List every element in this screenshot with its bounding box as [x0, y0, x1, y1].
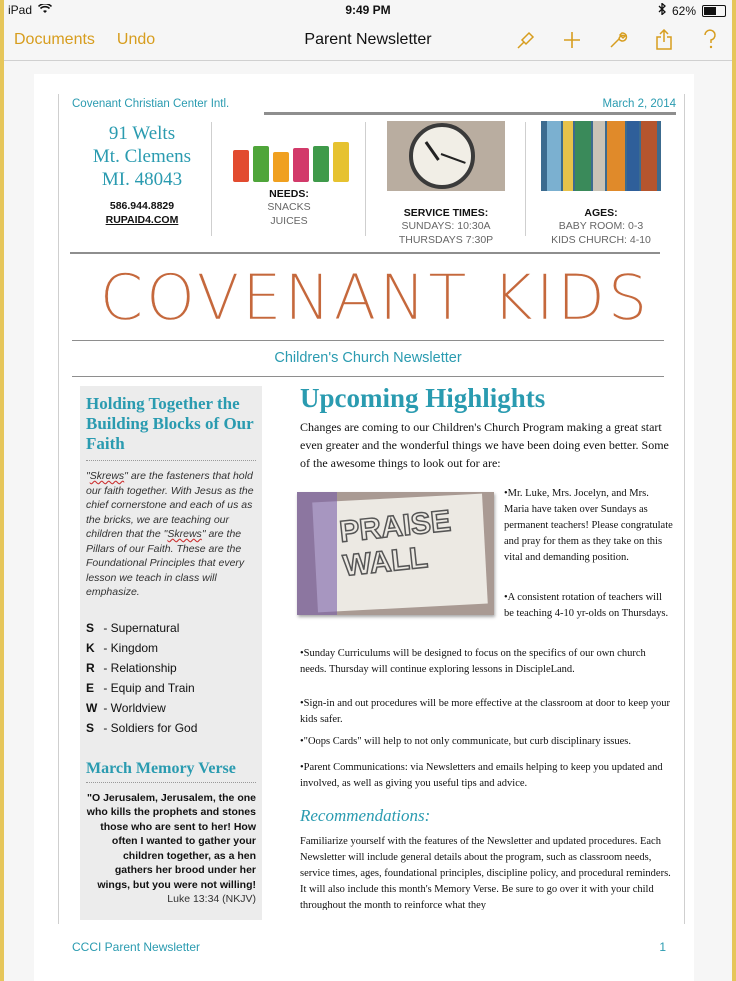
footer-title: CCCI Parent Newsletter [72, 940, 201, 954]
format-brush-icon[interactable] [514, 28, 538, 52]
misspelled-word: Skrews [167, 528, 202, 540]
acronym-item: S - Soldiers for God [86, 720, 198, 735]
acronym-item: S - Supernatural [86, 620, 180, 635]
document-page[interactable] [34, 74, 694, 981]
documents-button[interactable]: Documents [14, 31, 95, 48]
needs-column [212, 120, 366, 240]
address-line-1: 91 Welts [108, 123, 176, 144]
ages-item-1: BABY ROOM: 0-3 [558, 220, 644, 232]
masthead-bottom-rule [72, 340, 664, 341]
phone-number: 586.944.8829 [109, 200, 175, 212]
address-line-2: Mt. Clemens [92, 146, 192, 167]
needs-label: NEEDS: [269, 188, 309, 200]
memory-verse-heading: March Memory Verse [86, 760, 256, 783]
address-line-3: MI. 48043 [101, 169, 183, 190]
toolbar [4, 22, 732, 61]
page-margin-right [684, 94, 685, 924]
article-intro: Changes are coming to our Children's Church Program making a great start even greater and the wonderful things we have been doing even better. Some of the awesome things to look out for are: [300, 420, 669, 470]
memory-verse-text: "O Jerusalem, Jerusalem, the one who kills the prophets and stones those who are sent to her! How often I wanted to gather your children together, as a hen gathers her brood under her wings, but you were not willing! [86, 791, 256, 891]
acronym-item: E - Equip and Train [86, 680, 195, 695]
needs-item-1: SNACKS [267, 201, 311, 213]
add-icon[interactable] [560, 28, 584, 52]
page-margin-left [58, 94, 59, 924]
service-item-1: SUNDAYS: 10:30A [401, 220, 491, 232]
needs-item-2: JUICES [270, 215, 308, 227]
memory-verse-reference: Luke 13:34 (NKJV) [167, 893, 256, 905]
acronym-list [86, 618, 256, 738]
bullet-item: •Mr. Luke, Mrs. Jocelyn, and Mrs. Maria have taken over Sundays as permanent teachers! Please congratulate and pray for them as they take on this vital and demanding position. [504, 488, 673, 563]
sidebar-paragraph: "Skrews" are the fasteners that hold our faith together. With Jesus as the chief cornerstone and each of us as the bricks, we are teaching our children that the "Skrews" are the Pillars of our Faith. These are the Foundational Principles that every lesson we teach in class will emphasize. [86, 470, 254, 598]
bullet-item: •A consistent rotation of teachers will be teaching 4-10 yr-olds on Thursdays. [504, 592, 669, 619]
service-item-2: THURSDAYS 7:30P [398, 234, 494, 246]
bullet-item: •Sign-in and out procedures will be more effective at the classroom at door to keep your kids safer. [300, 698, 670, 725]
status-bar [4, 0, 732, 22]
status-time: 9:49 PM [345, 3, 391, 17]
ages-column [526, 120, 676, 246]
misspelled-word: Skrews [89, 470, 125, 482]
masthead-top-rule [70, 252, 660, 254]
header-rule [264, 112, 676, 115]
document-title: Parent Newsletter [304, 31, 432, 48]
main-article [300, 382, 673, 910]
acronym-item: R - Relationship [86, 660, 177, 675]
subtitle-rule [72, 376, 664, 377]
juice-boxes-image [229, 130, 349, 192]
masthead-title: COVENANT KIDS [99, 261, 651, 334]
acronym-item: W - Worldview [86, 700, 166, 715]
service-label: SERVICE TIMES: [403, 207, 489, 219]
help-icon[interactable] [698, 28, 722, 52]
acronym-item: K - Kingdom [86, 640, 159, 655]
ages-label: AGES: [584, 207, 618, 219]
bullet-item: •"Oops Cards" will help to not only communicate, but curb disciplinary issues. [300, 736, 631, 747]
page-number: 1 [659, 940, 666, 954]
sidebar-box [80, 386, 262, 920]
undo-button[interactable]: Undo [116, 31, 156, 48]
issue-date: March 2, 2014 [602, 98, 676, 110]
article-heading: Upcoming Highlights [300, 383, 546, 413]
bullet-item: •Sunday Curriculums will be designed to focus on the specifics of our own church needs. Thursday will continue exploring lessons in DiscipleLand. [300, 648, 646, 675]
bullet-item: •Parent Communications: via Newsletters and emails helping to keep you updated and involved, as well as giving you useful tips and advice. [300, 762, 663, 789]
share-icon[interactable] [652, 28, 676, 52]
info-columns [72, 120, 676, 246]
ipad-screen [4, 0, 732, 981]
org-name: Covenant Christian Center Intl. [72, 98, 230, 110]
bluetooth-icon [658, 3, 666, 18]
address-column [72, 120, 212, 240]
recommendations-text: Familiarize yourself with the features of the Newsletter and updated procedures. Each Newsletter will include general details about the program, such as classroom needs, service times, ages, foundational principles, discipline policy, and procedural reminders. It will also include this month's Memory Verse. Be sure to go over it with your child throughout the month to reinforce what they [300, 836, 671, 910]
battery-level [704, 7, 716, 15]
battery-percent: 62% [671, 3, 696, 18]
recommendations-heading: Recommendations: [300, 806, 431, 825]
device-label: iPad [8, 3, 33, 17]
website-link[interactable]: RUPAID4.COM [105, 214, 179, 226]
battery-icon [702, 5, 726, 17]
clock-image [387, 121, 505, 191]
sidebar-heading: Holding Together the Building Blocks of Our Faith [86, 394, 256, 461]
newsletter-subtitle: Children's Church Newsletter [274, 350, 462, 366]
ages-item-2: KIDS CHURCH: 4-10 [551, 234, 651, 246]
photo-caption-text: PRAISE WALL [337, 504, 453, 583]
praise-wall-photo [297, 492, 494, 615]
books-image [541, 121, 661, 191]
wrench-icon[interactable] [606, 28, 630, 52]
service-column [366, 120, 526, 246]
